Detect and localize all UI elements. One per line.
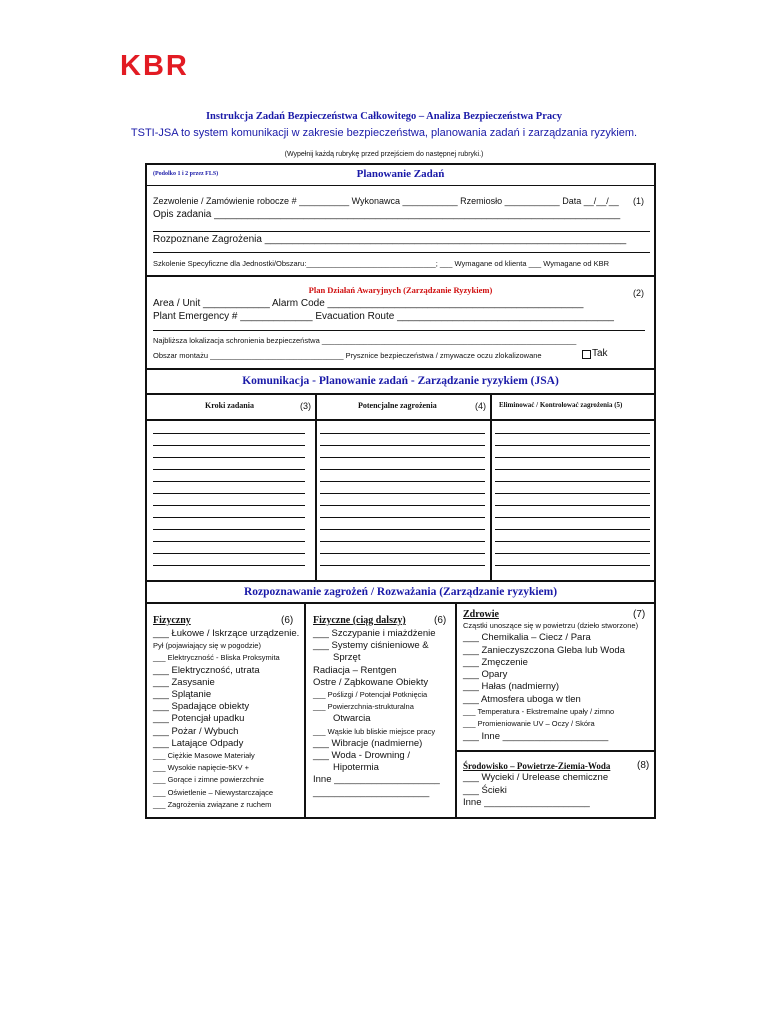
jsa-entry-line[interactable] (320, 457, 485, 458)
jsa-entry-line[interactable] (495, 481, 650, 482)
hazard-item[interactable]: Cząstki unoszące się w powietrzu (dzieło stworzone) (463, 621, 639, 630)
divider (147, 185, 654, 186)
shelter-location-field[interactable]: Najbliższa lokalizacja schronienia bezpieczeństwa _____________________________________________________________ (153, 336, 577, 345)
jsa-entry-line[interactable] (320, 481, 485, 482)
section-divider (147, 602, 654, 604)
emergency-plan-title: Plan Działań Awaryjnych (Zarządzanie Ryzykiem) (308, 285, 493, 295)
hazard-item[interactable]: ___ Hałas (nadmierny) (463, 681, 560, 693)
physical-title: Fizyczny (153, 615, 191, 626)
section-divider (147, 393, 654, 395)
column-divider (304, 602, 306, 819)
hazard-item[interactable]: ___ Wąskie lub bliskie miejsce pracy (313, 726, 436, 736)
jsa-entry-line[interactable] (495, 541, 650, 542)
kbr-logo: KBR (120, 50, 189, 82)
hazard-item[interactable]: ___ Poślizgi / Potencjał Potknięcia (313, 690, 428, 700)
hazard-item[interactable]: ___ Zagrożenia związane z ruchem (153, 799, 272, 809)
hazard-item[interactable]: Hipotermia (333, 762, 379, 774)
hazard-item[interactable]: ___ Łukowe / Iskrzące urządzenie. (153, 628, 300, 639)
column-divider (490, 393, 492, 580)
hazards-title: Rozpoznawanie zagrożeń / Rozważania (Zarządzanie ryzykiem) (243, 586, 558, 598)
hazard-item[interactable]: ___ Promieniowanie UV – Oczy / Skóra (463, 719, 595, 729)
hazard-item[interactable]: ___ Elektryczność - Bliska Proksymita (153, 653, 280, 663)
hazard-item[interactable]: Pył (pojawiający się w pogodzie) (153, 641, 261, 651)
jsa-entry-line[interactable] (153, 445, 305, 446)
jsa-entry-line[interactable] (495, 529, 650, 530)
health-hazard-list (463, 620, 638, 743)
hazard-item[interactable]: ___ Wycieki / Urelease chemiczne (463, 772, 609, 783)
hazard-item[interactable]: Sprzęt (333, 652, 361, 664)
hazard-item[interactable]: ___ Inne ____________________ (463, 730, 609, 742)
jsa-form (145, 163, 656, 819)
hazard-item[interactable]: ___ Gorące i zimne powierzchnie (153, 775, 264, 785)
jsa-title: Komunikacja - Planowanie zadań - Zarządzanie ryzykiem (JSA) (242, 375, 559, 387)
checkbox[interactable] (582, 350, 591, 359)
jsa-entry-line[interactable] (153, 565, 305, 566)
environment-title: Środowisko – Powietrze-Ziemia-Woda (463, 761, 611, 771)
blank-line (153, 252, 650, 253)
jsa-entry-line[interactable] (320, 517, 485, 518)
hazard-item[interactable]: ___ Chemikalia – Ciecz / Para (463, 632, 591, 644)
col-number-4: (4) (475, 401, 486, 411)
hazard-item[interactable]: ___ Woda - Drowning / (313, 750, 410, 762)
jsa-entry-line[interactable] (153, 505, 305, 506)
hazard-item[interactable]: Ostre / Ząbkowane Obiekty (313, 676, 429, 688)
hazard-item[interactable]: ___ Elektryczność, utrata (153, 664, 260, 676)
hazard-item[interactable]: Radiacja – Rentgen (313, 664, 397, 676)
hazard-item[interactable]: ______________________ (313, 786, 430, 798)
jsa-entry-line[interactable] (153, 517, 305, 518)
blank-line (153, 231, 650, 232)
jsa-entry-line[interactable] (153, 541, 305, 542)
health-title: Zdrowie (463, 609, 499, 620)
jsa-entry-line[interactable] (320, 565, 485, 566)
hazard-item[interactable]: Inne ____________________ (313, 774, 440, 786)
jsa-entry-line[interactable] (495, 469, 650, 470)
jsa-entry-line[interactable] (153, 433, 305, 434)
hazard-item[interactable]: ___ Ciężkie Masowe Materiały (153, 751, 255, 761)
hazard-item[interactable]: ___ Opary (463, 669, 508, 681)
training-line[interactable]: Szkolenie Specyficzne dla Jednostki/Obszaru:_______________________________; ___ Wymagane od klienta ___ Wymagane od KBR (153, 259, 610, 268)
hazard-item[interactable]: ___ Wysokie napięcie-5KV + (153, 763, 250, 773)
hazard-item[interactable]: ___ Splątanie (153, 689, 212, 701)
col-number-3: (3) (300, 401, 311, 411)
hazard-item[interactable]: ___ Zasysanie (153, 676, 215, 688)
jsa-entry-line[interactable] (495, 493, 650, 494)
section-number-2: (2) (633, 288, 644, 298)
jsa-entry-line[interactable] (320, 553, 485, 554)
section-number-1: (1) (633, 196, 644, 206)
assembly-area-field[interactable]: Obszar montażu ________________________________ Prysznice bezpieczeństwa / zmywacze oczu zlokalizowane (153, 351, 542, 360)
hazard-item[interactable]: ___ Potencjał upadku (153, 713, 245, 725)
jsa-entry-line[interactable] (495, 517, 650, 518)
hazard-item[interactable]: ___ Systemy ciśnieniowe & (313, 640, 429, 652)
jsa-entry-line[interactable] (153, 469, 305, 470)
document-title: Instrukcja Zadań Bezpieczeństwa Całkowitego – Analiza Bezpieczeństwa Pracy (205, 111, 563, 122)
section-divider (147, 580, 654, 582)
table-header-divider (147, 419, 654, 421)
planning-small-note: (Podolko 1 i 2 przez FLS) (153, 171, 219, 177)
hazard-item[interactable]: Inne ____________________ (463, 797, 590, 808)
physical-number: (6) (281, 615, 294, 626)
hazard-item[interactable]: ___ Latające Odpady (153, 737, 244, 749)
environment-hazard-list (463, 772, 608, 810)
plant-emergency-field[interactable]: Plant Emergency # _____________ Evacuation Route _______________________________________ (153, 311, 614, 322)
hazard-item[interactable]: ___ Zanieczyszczona Gleba lub Woda (463, 644, 625, 656)
blank-line (153, 330, 645, 331)
hazard-item[interactable]: ___ Wibracje (nadmierne) (313, 737, 423, 749)
jsa-entry-line[interactable] (495, 565, 650, 566)
jsa-entry-line[interactable] (153, 481, 305, 482)
column-divider (315, 393, 317, 580)
hazard-item[interactable]: ___ Pożar / Wybuch (153, 725, 239, 737)
jsa-entry-line[interactable] (495, 505, 650, 506)
hazard-item[interactable]: ___ Spadające obiekty (153, 701, 250, 713)
health-number: (7) (633, 609, 646, 620)
jsa-entry-line[interactable] (320, 493, 485, 494)
hazard-item[interactable]: ___ Ścieki (463, 784, 507, 796)
jsa-entry-line[interactable] (320, 505, 485, 506)
jsa-entry-line[interactable] (495, 457, 650, 458)
hazard-item[interactable]: ___ Szczypanie i miażdżenie (313, 628, 436, 639)
hazard-item[interactable]: ___ Oświetlenie – Niewystarczające (153, 787, 274, 797)
physical-continued-list (313, 628, 440, 799)
jsa-entry-line[interactable] (320, 541, 485, 542)
health-environment-divider (455, 750, 654, 752)
physical-hazard-list (153, 628, 299, 811)
column-divider (455, 602, 457, 819)
jsa-entry-line[interactable] (320, 433, 485, 434)
section-divider (147, 275, 654, 277)
col-potential-hazards: Potencjalne zagrożenia (358, 401, 437, 410)
yes-label: Tak (592, 348, 608, 359)
jsa-entry-line[interactable] (153, 553, 305, 554)
permit-line[interactable]: Zezwolenie / Zamówienie robocze # __________ Wykonawca ___________ Rzemiosło ___________ Data __/__/__ (153, 196, 619, 206)
physical-continued-title: Fizyczne (ciąg dalszy) (313, 615, 406, 626)
jsa-entry-line[interactable] (495, 445, 650, 446)
jsa-entry-line[interactable] (320, 529, 485, 530)
hazard-item[interactable]: ___ Temperatura - Ekstremalne upały / zimno (463, 707, 615, 717)
col-task-steps: Kroki zadania (205, 401, 254, 410)
hazard-item[interactable]: Otwarcia (333, 713, 371, 725)
document-subtitle: TSTI-JSA to system komunikacji w zakresie bezpieczeństwa, planowania zadań i zarządzania ryzykiem. (130, 127, 638, 139)
hazard-item[interactable]: ___ Zmęczenie (463, 656, 528, 668)
identified-hazards-field[interactable]: Rozpoznane Zagrożenia _________________________________________________________________ (153, 234, 627, 245)
hazard-item[interactable]: ___ Powierzchnia-strukturalna (313, 702, 414, 712)
planning-title: Planowanie Zadań (356, 168, 445, 180)
jsa-entry-line[interactable] (320, 445, 485, 446)
section-divider (147, 368, 654, 370)
instruction-note: (Wypełnij każdą rubrykę przed przejściem do następnej rubryki.) (284, 151, 484, 158)
jsa-entry-line[interactable] (320, 469, 485, 470)
area-alarm-field[interactable]: Area / Unit ____________ Alarm Code ______________________________________________ (153, 298, 584, 309)
environment-number: (8) (637, 760, 650, 771)
jsa-entry-line[interactable] (153, 457, 305, 458)
jsa-entry-line[interactable] (153, 493, 305, 494)
jsa-entry-line[interactable] (153, 529, 305, 530)
jsa-entry-line[interactable] (495, 553, 650, 554)
col-eliminate-control: Eliminować / Kontrolować zagrożenia (5) (499, 401, 623, 409)
task-description-field[interactable]: Opis zadania _________________________________________________________________________ (153, 209, 621, 220)
physical-continued-number: (6) (434, 615, 447, 626)
jsa-entry-line[interactable] (495, 433, 650, 434)
hazard-item[interactable]: ___ Atmosfera uboga w tlen (463, 693, 581, 705)
